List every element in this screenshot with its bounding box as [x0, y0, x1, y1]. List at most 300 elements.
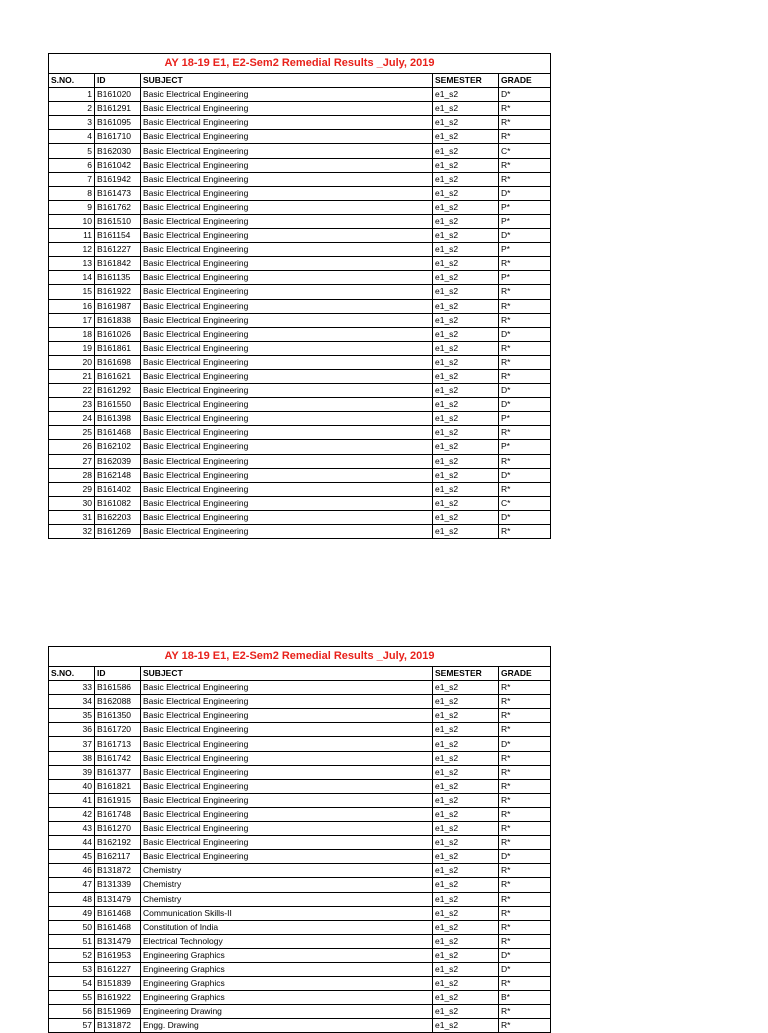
- cell-subject: Basic Electrical Engineering: [141, 285, 433, 299]
- cell-subject: Basic Electrical Engineering: [141, 327, 433, 341]
- cell-sno: 34: [49, 695, 95, 709]
- cell-id: B161269: [95, 525, 141, 539]
- cell-subject: Basic Electrical Engineering: [141, 525, 433, 539]
- table-row: [49, 695, 551, 709]
- cell-grade: R*: [499, 793, 551, 807]
- cell-grade: R*: [499, 878, 551, 892]
- cell-grade: R*: [499, 681, 551, 695]
- cell-semester: e1_s2: [433, 920, 499, 934]
- cell-id: B151839: [95, 977, 141, 991]
- cell-semester: e1_s2: [433, 962, 499, 976]
- cell-subject: Basic Electrical Engineering: [141, 355, 433, 369]
- cell-subject: Basic Electrical Engineering: [141, 341, 433, 355]
- cell-subject: Basic Electrical Engineering: [141, 412, 433, 426]
- cell-subject: Basic Electrical Engineering: [141, 681, 433, 695]
- cell-id: B161838: [95, 313, 141, 327]
- cell-id: B161550: [95, 398, 141, 412]
- table-title: AY 18-19 E1, E2-Sem2 Remedial Results _July, 2019: [49, 647, 551, 667]
- cell-grade: R*: [499, 977, 551, 991]
- cell-id: B162030: [95, 144, 141, 158]
- cell-grade: R*: [499, 892, 551, 906]
- cell-subject: Basic Electrical Engineering: [141, 822, 433, 836]
- table-row: [49, 977, 551, 991]
- cell-sno: 55: [49, 991, 95, 1005]
- cell-subject: Engineering Graphics: [141, 977, 433, 991]
- table-row: [49, 454, 551, 468]
- cell-grade: R*: [499, 1005, 551, 1019]
- cell-semester: e1_s2: [433, 836, 499, 850]
- cell-grade: R*: [499, 723, 551, 737]
- cell-subject: Engineering Graphics: [141, 962, 433, 976]
- table-row: [49, 88, 551, 102]
- cell-subject: Chemistry: [141, 878, 433, 892]
- cell-sno: 20: [49, 355, 95, 369]
- cell-sno: 28: [49, 468, 95, 482]
- table-row: [49, 948, 551, 962]
- table-row: [49, 892, 551, 906]
- cell-subject: Basic Electrical Engineering: [141, 214, 433, 228]
- cell-grade: D*: [499, 327, 551, 341]
- cell-grade: P*: [499, 271, 551, 285]
- cell-subject: Basic Electrical Engineering: [141, 836, 433, 850]
- cell-grade: R*: [499, 864, 551, 878]
- cell-subject: Constitution of India: [141, 920, 433, 934]
- cell-semester: e1_s2: [433, 200, 499, 214]
- table-title: AY 18-19 E1, E2-Sem2 Remedial Results _July, 2019: [49, 54, 551, 74]
- table-row: [49, 822, 551, 836]
- results-table: [48, 646, 551, 1033]
- cell-id: B161473: [95, 186, 141, 200]
- cell-subject: Basic Electrical Engineering: [141, 369, 433, 383]
- cell-grade: P*: [499, 412, 551, 426]
- cell-sno: 57: [49, 1019, 95, 1033]
- cell-sno: 1: [49, 88, 95, 102]
- cell-subject: Basic Electrical Engineering: [141, 482, 433, 496]
- cell-subject: Engg. Drawing: [141, 1019, 433, 1033]
- cell-sno: 37: [49, 737, 95, 751]
- header-row: [49, 74, 551, 88]
- cell-subject: Engineering Graphics: [141, 991, 433, 1005]
- cell-semester: e1_s2: [433, 243, 499, 257]
- cell-sno: 41: [49, 793, 95, 807]
- table-row: [49, 1019, 551, 1033]
- cell-grade: P*: [499, 214, 551, 228]
- cell-id: B162192: [95, 836, 141, 850]
- cell-sno: 27: [49, 454, 95, 468]
- cell-grade: R*: [499, 836, 551, 850]
- cell-sno: 15: [49, 285, 95, 299]
- cell-grade: R*: [499, 525, 551, 539]
- cell-semester: e1_s2: [433, 299, 499, 313]
- cell-id: B162117: [95, 850, 141, 864]
- cell-id: B162039: [95, 454, 141, 468]
- cell-subject: Basic Electrical Engineering: [141, 102, 433, 116]
- table-row: [49, 906, 551, 920]
- cell-subject: Basic Electrical Engineering: [141, 257, 433, 271]
- cell-id: B161510: [95, 214, 141, 228]
- table-row: [49, 144, 551, 158]
- cell-subject: Chemistry: [141, 892, 433, 906]
- table-row: [49, 681, 551, 695]
- cell-id: B161154: [95, 229, 141, 243]
- table-row: [49, 313, 551, 327]
- cell-grade: D*: [499, 398, 551, 412]
- cell-sno: 51: [49, 934, 95, 948]
- cell-semester: e1_s2: [433, 102, 499, 116]
- table-row: [49, 285, 551, 299]
- cell-id: B162203: [95, 510, 141, 524]
- table-row: [49, 836, 551, 850]
- cell-sno: 13: [49, 257, 95, 271]
- cell-semester: e1_s2: [433, 793, 499, 807]
- header-id: ID: [95, 667, 141, 681]
- cell-semester: e1_s2: [433, 327, 499, 341]
- cell-id: B161398: [95, 412, 141, 426]
- table-row: [49, 510, 551, 524]
- cell-id: B131479: [95, 934, 141, 948]
- cell-sno: 9: [49, 200, 95, 214]
- table-row: [49, 384, 551, 398]
- cell-semester: e1_s2: [433, 454, 499, 468]
- cell-id: B161042: [95, 158, 141, 172]
- table-row: [49, 440, 551, 454]
- cell-semester: e1_s2: [433, 977, 499, 991]
- cell-grade: D*: [499, 468, 551, 482]
- cell-sno: 23: [49, 398, 95, 412]
- table-row: [49, 369, 551, 383]
- cell-subject: Basic Electrical Engineering: [141, 496, 433, 510]
- cell-id: B161698: [95, 355, 141, 369]
- cell-subject: Basic Electrical Engineering: [141, 751, 433, 765]
- cell-id: B161377: [95, 765, 141, 779]
- cell-sno: 2: [49, 102, 95, 116]
- cell-sno: 46: [49, 864, 95, 878]
- table-row: [49, 779, 551, 793]
- cell-semester: e1_s2: [433, 723, 499, 737]
- table-row: [49, 1005, 551, 1019]
- cell-subject: Basic Electrical Engineering: [141, 186, 433, 200]
- cell-subject: Basic Electrical Engineering: [141, 779, 433, 793]
- cell-semester: e1_s2: [433, 751, 499, 765]
- cell-id: B161350: [95, 709, 141, 723]
- cell-sno: 5: [49, 144, 95, 158]
- cell-grade: R*: [499, 454, 551, 468]
- cell-subject: Engineering Drawing: [141, 1005, 433, 1019]
- cell-sno: 49: [49, 906, 95, 920]
- table-row: [49, 116, 551, 130]
- cell-sno: 12: [49, 243, 95, 257]
- cell-id: B151969: [95, 1005, 141, 1019]
- cell-sno: 36: [49, 723, 95, 737]
- cell-id: B161621: [95, 369, 141, 383]
- cell-subject: Basic Electrical Engineering: [141, 130, 433, 144]
- cell-id: B161402: [95, 482, 141, 496]
- cell-grade: R*: [499, 751, 551, 765]
- table-row: [49, 426, 551, 440]
- cell-semester: e1_s2: [433, 426, 499, 440]
- cell-id: B161987: [95, 299, 141, 313]
- cell-grade: R*: [499, 116, 551, 130]
- table-row: [49, 229, 551, 243]
- table-row: [49, 737, 551, 751]
- cell-grade: R*: [499, 102, 551, 116]
- cell-id: B161710: [95, 130, 141, 144]
- cell-sno: 48: [49, 892, 95, 906]
- cell-sno: 24: [49, 412, 95, 426]
- table-row: [49, 723, 551, 737]
- cell-id: B161270: [95, 822, 141, 836]
- cell-subject: Basic Electrical Engineering: [141, 440, 433, 454]
- cell-grade: R*: [499, 172, 551, 186]
- cell-id: B161227: [95, 962, 141, 976]
- cell-sno: 4: [49, 130, 95, 144]
- cell-semester: e1_s2: [433, 709, 499, 723]
- cell-sno: 6: [49, 158, 95, 172]
- cell-grade: R*: [499, 695, 551, 709]
- cell-grade: R*: [499, 355, 551, 369]
- cell-subject: Basic Electrical Engineering: [141, 709, 433, 723]
- cell-semester: e1_s2: [433, 1005, 499, 1019]
- cell-subject: Basic Electrical Engineering: [141, 116, 433, 130]
- header-grade: GRADE: [499, 667, 551, 681]
- table-row: [49, 751, 551, 765]
- cell-sno: 21: [49, 369, 95, 383]
- cell-grade: R*: [499, 807, 551, 821]
- cell-id: B161915: [95, 793, 141, 807]
- table-row: [49, 243, 551, 257]
- cell-subject: Basic Electrical Engineering: [141, 454, 433, 468]
- cell-subject: Basic Electrical Engineering: [141, 398, 433, 412]
- cell-sno: 39: [49, 765, 95, 779]
- cell-grade: R*: [499, 822, 551, 836]
- cell-semester: e1_s2: [433, 850, 499, 864]
- cell-semester: e1_s2: [433, 934, 499, 948]
- cell-id: B161020: [95, 88, 141, 102]
- cell-semester: e1_s2: [433, 355, 499, 369]
- table-row: [49, 355, 551, 369]
- cell-subject: Basic Electrical Engineering: [141, 807, 433, 821]
- table-row: [49, 496, 551, 510]
- cell-sno: 22: [49, 384, 95, 398]
- cell-grade: R*: [499, 934, 551, 948]
- cell-grade: R*: [499, 482, 551, 496]
- cell-semester: e1_s2: [433, 807, 499, 821]
- cell-grade: D*: [499, 850, 551, 864]
- cell-grade: P*: [499, 243, 551, 257]
- table-row: [49, 864, 551, 878]
- cell-id: B161292: [95, 384, 141, 398]
- cell-id: B161922: [95, 285, 141, 299]
- cell-subject: Basic Electrical Engineering: [141, 737, 433, 751]
- cell-semester: e1_s2: [433, 779, 499, 793]
- cell-semester: e1_s2: [433, 482, 499, 496]
- cell-grade: R*: [499, 158, 551, 172]
- table-row: [49, 271, 551, 285]
- cell-subject: Basic Electrical Engineering: [141, 243, 433, 257]
- table-row: [49, 468, 551, 482]
- cell-id: B161942: [95, 172, 141, 186]
- table-row: [49, 172, 551, 186]
- cell-id: B161762: [95, 200, 141, 214]
- cell-semester: e1_s2: [433, 116, 499, 130]
- cell-id: B161095: [95, 116, 141, 130]
- cell-id: B161742: [95, 751, 141, 765]
- table-row: [49, 765, 551, 779]
- cell-grade: R*: [499, 313, 551, 327]
- cell-semester: e1_s2: [433, 257, 499, 271]
- cell-subject: Chemistry: [141, 864, 433, 878]
- table-row: [49, 962, 551, 976]
- header-semester: SEMESTER: [433, 667, 499, 681]
- cell-grade: D*: [499, 88, 551, 102]
- table-body: [49, 88, 551, 539]
- cell-sno: 7: [49, 172, 95, 186]
- cell-id: B131872: [95, 1019, 141, 1033]
- cell-semester: e1_s2: [433, 1019, 499, 1033]
- cell-grade: P*: [499, 440, 551, 454]
- cell-semester: e1_s2: [433, 229, 499, 243]
- cell-sno: 29: [49, 482, 95, 496]
- cell-subject: Basic Electrical Engineering: [141, 144, 433, 158]
- cell-id: B161953: [95, 948, 141, 962]
- header-id: ID: [95, 74, 141, 88]
- table-row: [49, 807, 551, 821]
- cell-id: B161842: [95, 257, 141, 271]
- cell-semester: e1_s2: [433, 271, 499, 285]
- cell-id: B131872: [95, 864, 141, 878]
- cell-semester: e1_s2: [433, 681, 499, 695]
- cell-subject: Basic Electrical Engineering: [141, 723, 433, 737]
- table-row: [49, 398, 551, 412]
- cell-grade: R*: [499, 285, 551, 299]
- table-row: [49, 878, 551, 892]
- cell-grade: R*: [499, 1019, 551, 1033]
- cell-subject: Communication Skills-II: [141, 906, 433, 920]
- cell-semester: e1_s2: [433, 440, 499, 454]
- cell-sno: 50: [49, 920, 95, 934]
- cell-sno: 32: [49, 525, 95, 539]
- cell-sno: 35: [49, 709, 95, 723]
- cell-semester: e1_s2: [433, 214, 499, 228]
- cell-sno: 25: [49, 426, 95, 440]
- cell-semester: e1_s2: [433, 892, 499, 906]
- cell-id: B161748: [95, 807, 141, 821]
- cell-subject: Basic Electrical Engineering: [141, 384, 433, 398]
- header-sno: S.NO.: [49, 74, 95, 88]
- cell-grade: B*: [499, 991, 551, 1005]
- cell-grade: D*: [499, 229, 551, 243]
- cell-semester: e1_s2: [433, 313, 499, 327]
- header-row: [49, 667, 551, 681]
- cell-sno: 30: [49, 496, 95, 510]
- cell-sno: 47: [49, 878, 95, 892]
- cell-sno: 11: [49, 229, 95, 243]
- table-row: [49, 257, 551, 271]
- cell-semester: e1_s2: [433, 695, 499, 709]
- cell-subject: Engineering Graphics: [141, 948, 433, 962]
- cell-sno: 10: [49, 214, 95, 228]
- header-subject: SUBJECT: [141, 667, 433, 681]
- cell-id: B161586: [95, 681, 141, 695]
- table-row: [49, 158, 551, 172]
- cell-subject: Basic Electrical Engineering: [141, 510, 433, 524]
- cell-sno: 40: [49, 779, 95, 793]
- cell-sno: 33: [49, 681, 95, 695]
- table-row: [49, 920, 551, 934]
- cell-subject: Basic Electrical Engineering: [141, 271, 433, 285]
- cell-semester: e1_s2: [433, 88, 499, 102]
- cell-id: B161821: [95, 779, 141, 793]
- cell-sno: 53: [49, 962, 95, 976]
- cell-semester: e1_s2: [433, 158, 499, 172]
- cell-semester: e1_s2: [433, 822, 499, 836]
- header-subject: SUBJECT: [141, 74, 433, 88]
- cell-subject: Electrical Technology: [141, 934, 433, 948]
- cell-grade: R*: [499, 257, 551, 271]
- cell-subject: Basic Electrical Engineering: [141, 88, 433, 102]
- cell-grade: D*: [499, 186, 551, 200]
- cell-sno: 18: [49, 327, 95, 341]
- cell-grade: D*: [499, 962, 551, 976]
- cell-grade: D*: [499, 948, 551, 962]
- table-row: [49, 341, 551, 355]
- cell-subject: Basic Electrical Engineering: [141, 695, 433, 709]
- cell-id: B162148: [95, 468, 141, 482]
- cell-sno: 45: [49, 850, 95, 864]
- cell-grade: R*: [499, 130, 551, 144]
- table-row: [49, 525, 551, 539]
- cell-id: B161291: [95, 102, 141, 116]
- cell-subject: Basic Electrical Engineering: [141, 200, 433, 214]
- cell-subject: Basic Electrical Engineering: [141, 158, 433, 172]
- cell-sno: 56: [49, 1005, 95, 1019]
- cell-grade: R*: [499, 779, 551, 793]
- table-row: [49, 709, 551, 723]
- cell-id: B161922: [95, 991, 141, 1005]
- cell-grade: D*: [499, 510, 551, 524]
- cell-semester: e1_s2: [433, 906, 499, 920]
- cell-sno: 17: [49, 313, 95, 327]
- cell-id: B161227: [95, 243, 141, 257]
- cell-grade: R*: [499, 369, 551, 383]
- header-grade: GRADE: [499, 74, 551, 88]
- cell-id: B161468: [95, 906, 141, 920]
- cell-grade: C*: [499, 144, 551, 158]
- header-sno: S.NO.: [49, 667, 95, 681]
- cell-sno: 43: [49, 822, 95, 836]
- cell-id: B161135: [95, 271, 141, 285]
- cell-semester: e1_s2: [433, 878, 499, 892]
- cell-id: B161082: [95, 496, 141, 510]
- table-row: [49, 991, 551, 1005]
- table-body: [49, 681, 551, 1033]
- table-row: [49, 793, 551, 807]
- header-semester: SEMESTER: [433, 74, 499, 88]
- cell-subject: Basic Electrical Engineering: [141, 299, 433, 313]
- cell-semester: e1_s2: [433, 341, 499, 355]
- cell-id: B161468: [95, 426, 141, 440]
- cell-subject: Basic Electrical Engineering: [141, 765, 433, 779]
- cell-semester: e1_s2: [433, 172, 499, 186]
- cell-id: B131339: [95, 878, 141, 892]
- cell-id: B161026: [95, 327, 141, 341]
- cell-sno: 52: [49, 948, 95, 962]
- cell-sno: 44: [49, 836, 95, 850]
- cell-id: B162088: [95, 695, 141, 709]
- cell-semester: e1_s2: [433, 468, 499, 482]
- cell-grade: R*: [499, 765, 551, 779]
- cell-grade: R*: [499, 920, 551, 934]
